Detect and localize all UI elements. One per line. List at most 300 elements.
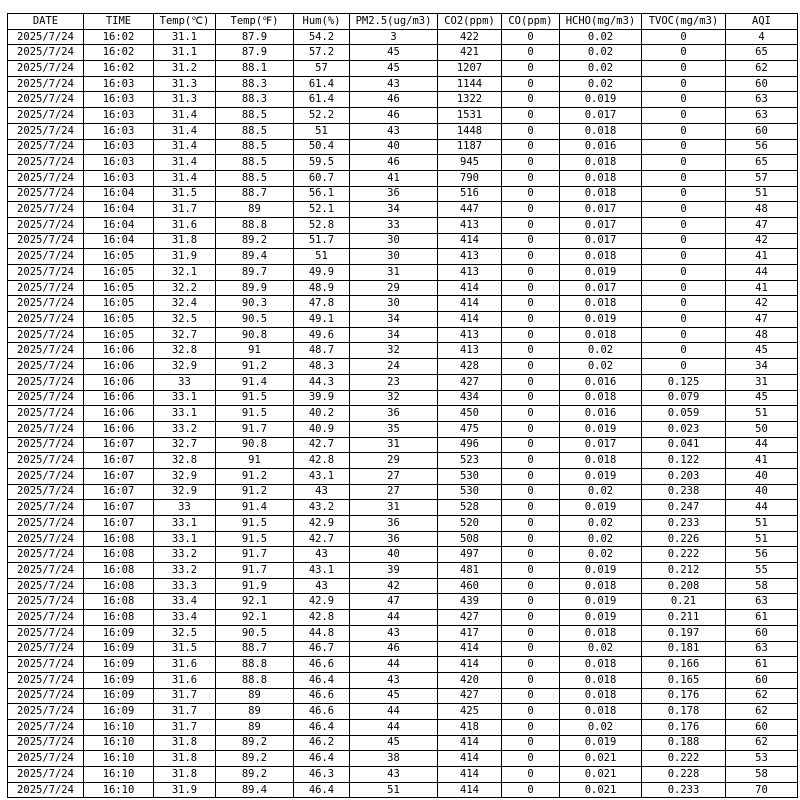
temp-f-cell: 88.5 [216, 108, 294, 124]
tvoc-cell: 0.079 [642, 390, 726, 406]
date-cell: 2025/7/24 [8, 625, 84, 641]
humidity-cell: 43 [294, 547, 350, 563]
humidity-cell: 46.6 [294, 688, 350, 704]
humidity-cell: 42.8 [294, 610, 350, 626]
temp-c-cell: 31.4 [154, 155, 216, 171]
co2-cell: 414 [438, 782, 502, 798]
date-cell: 2025/7/24 [8, 751, 84, 767]
co2-cell: 450 [438, 406, 502, 422]
humidity-cell: 42.8 [294, 453, 350, 469]
tvoc-cell: 0 [642, 92, 726, 108]
aqi-cell: 62 [726, 704, 798, 720]
aqi-cell: 60 [726, 76, 798, 92]
aqi-cell: 42 [726, 296, 798, 312]
tvoc-cell: 0 [642, 45, 726, 61]
date-cell: 2025/7/24 [8, 280, 84, 296]
co-cell: 0 [502, 186, 560, 202]
temp-c-cell: 33.1 [154, 390, 216, 406]
temp-c-cell: 31.6 [154, 657, 216, 673]
pm25-cell: 46 [350, 108, 438, 124]
temp-f-cell: 90.8 [216, 327, 294, 343]
pm25-cell: 38 [350, 751, 438, 767]
tvoc-cell: 0.176 [642, 688, 726, 704]
temp-c-cell: 31.4 [154, 123, 216, 139]
co2-cell: 414 [438, 296, 502, 312]
temp-c-cell: 32.7 [154, 437, 216, 453]
temp-c-cell: 31.7 [154, 688, 216, 704]
humidity-cell: 46.2 [294, 735, 350, 751]
col-header-hcho: HCHO(mg/m3) [560, 14, 642, 30]
pm25-cell: 40 [350, 139, 438, 155]
co2-cell: 420 [438, 672, 502, 688]
date-cell: 2025/7/24 [8, 594, 84, 610]
tvoc-cell: 0.166 [642, 657, 726, 673]
pm25-cell: 36 [350, 516, 438, 532]
co-cell: 0 [502, 327, 560, 343]
co2-cell: 497 [438, 547, 502, 563]
temp-c-cell: 33.1 [154, 516, 216, 532]
date-cell: 2025/7/24 [8, 202, 84, 218]
date-cell: 2025/7/24 [8, 374, 84, 390]
temp-c-cell: 33.4 [154, 610, 216, 626]
pm25-cell: 31 [350, 500, 438, 516]
temp-f-cell: 88.5 [216, 170, 294, 186]
co2-cell: 516 [438, 186, 502, 202]
co-cell: 0 [502, 719, 560, 735]
temp-f-cell: 89.2 [216, 767, 294, 783]
date-cell: 2025/7/24 [8, 265, 84, 281]
hcho-cell: 0.018 [560, 327, 642, 343]
table-row [8, 76, 798, 92]
tvoc-cell: 0 [642, 202, 726, 218]
table-row [8, 217, 798, 233]
tvoc-cell: 0.233 [642, 516, 726, 532]
co-cell: 0 [502, 484, 560, 500]
aqi-cell: 65 [726, 155, 798, 171]
time-cell: 16:03 [84, 139, 154, 155]
table-row [8, 374, 798, 390]
humidity-cell: 44.8 [294, 625, 350, 641]
co2-cell: 427 [438, 610, 502, 626]
humidity-cell: 43.2 [294, 500, 350, 516]
table-row [8, 782, 798, 798]
aqi-cell: 4 [726, 29, 798, 45]
table-row [8, 625, 798, 641]
table-row [8, 735, 798, 751]
co-cell: 0 [502, 578, 560, 594]
hcho-cell: 0.018 [560, 170, 642, 186]
humidity-cell: 60.7 [294, 170, 350, 186]
co2-cell: 530 [438, 484, 502, 500]
tvoc-cell: 0.122 [642, 453, 726, 469]
humidity-cell: 46.6 [294, 704, 350, 720]
temp-f-cell: 91.5 [216, 406, 294, 422]
hcho-cell: 0.02 [560, 359, 642, 375]
aqi-cell: 42 [726, 233, 798, 249]
co-cell: 0 [502, 202, 560, 218]
co2-cell: 1144 [438, 76, 502, 92]
aqi-cell: 60 [726, 719, 798, 735]
aqi-cell: 48 [726, 202, 798, 218]
hcho-cell: 0.02 [560, 61, 642, 77]
co2-cell: 414 [438, 641, 502, 657]
date-cell: 2025/7/24 [8, 500, 84, 516]
pm25-cell: 45 [350, 688, 438, 704]
temp-f-cell: 92.1 [216, 594, 294, 610]
co2-cell: 508 [438, 531, 502, 547]
table-row [8, 516, 798, 532]
temp-f-cell: 90.5 [216, 625, 294, 641]
pm25-cell: 44 [350, 719, 438, 735]
co2-cell: 427 [438, 374, 502, 390]
time-cell: 16:10 [84, 767, 154, 783]
hcho-cell: 0.018 [560, 688, 642, 704]
date-cell: 2025/7/24 [8, 312, 84, 328]
table-row [8, 280, 798, 296]
date-cell: 2025/7/24 [8, 123, 84, 139]
temp-c-cell: 31.8 [154, 735, 216, 751]
pm25-cell: 32 [350, 390, 438, 406]
tvoc-cell: 0.165 [642, 672, 726, 688]
humidity-cell: 40.2 [294, 406, 350, 422]
temp-f-cell: 91.9 [216, 578, 294, 594]
pm25-cell: 40 [350, 547, 438, 563]
temp-c-cell: 33.1 [154, 406, 216, 422]
temp-f-cell: 91.4 [216, 500, 294, 516]
co2-cell: 413 [438, 217, 502, 233]
temp-f-cell: 89.2 [216, 735, 294, 751]
hcho-cell: 0.018 [560, 296, 642, 312]
co-cell: 0 [502, 217, 560, 233]
temp-f-cell: 92.1 [216, 610, 294, 626]
date-cell: 2025/7/24 [8, 782, 84, 798]
aqi-cell: 62 [726, 688, 798, 704]
time-cell: 16:07 [84, 453, 154, 469]
pm25-cell: 46 [350, 641, 438, 657]
co-cell: 0 [502, 657, 560, 673]
temp-c-cell: 31.7 [154, 202, 216, 218]
table-row [8, 610, 798, 626]
tvoc-cell: 0.212 [642, 563, 726, 579]
humidity-cell: 42.7 [294, 531, 350, 547]
co2-cell: 434 [438, 390, 502, 406]
date-cell: 2025/7/24 [8, 233, 84, 249]
date-cell: 2025/7/24 [8, 327, 84, 343]
temp-f-cell: 87.9 [216, 29, 294, 45]
temp-c-cell: 32.5 [154, 312, 216, 328]
temp-c-cell: 31.3 [154, 76, 216, 92]
col-header-time: TIME [84, 14, 154, 30]
pm25-cell: 35 [350, 421, 438, 437]
temp-c-cell: 33.2 [154, 563, 216, 579]
pm25-cell: 51 [350, 782, 438, 798]
time-cell: 16:10 [84, 782, 154, 798]
date-cell: 2025/7/24 [8, 139, 84, 155]
tvoc-cell: 0.208 [642, 578, 726, 594]
table-row [8, 719, 798, 735]
co2-cell: 1187 [438, 139, 502, 155]
co2-cell: 475 [438, 421, 502, 437]
hcho-cell: 0.016 [560, 139, 642, 155]
pm25-cell: 31 [350, 265, 438, 281]
co2-cell: 428 [438, 359, 502, 375]
tvoc-cell: 0 [642, 249, 726, 265]
date-cell: 2025/7/24 [8, 406, 84, 422]
date-cell: 2025/7/24 [8, 76, 84, 92]
aqi-cell: 60 [726, 123, 798, 139]
hcho-cell: 0.018 [560, 704, 642, 720]
pm25-cell: 45 [350, 45, 438, 61]
tvoc-cell: 0 [642, 265, 726, 281]
time-cell: 16:08 [84, 610, 154, 626]
date-cell: 2025/7/24 [8, 672, 84, 688]
temp-f-cell: 90.8 [216, 437, 294, 453]
pm25-cell: 29 [350, 453, 438, 469]
table-row [8, 61, 798, 77]
table-row [8, 594, 798, 610]
tvoc-cell: 0 [642, 280, 726, 296]
time-cell: 16:08 [84, 578, 154, 594]
co-cell: 0 [502, 45, 560, 61]
co-cell: 0 [502, 563, 560, 579]
temp-c-cell: 32.4 [154, 296, 216, 312]
co2-cell: 414 [438, 751, 502, 767]
hcho-cell: 0.019 [560, 610, 642, 626]
date-cell: 2025/7/24 [8, 531, 84, 547]
co-cell: 0 [502, 280, 560, 296]
table-row [8, 437, 798, 453]
time-cell: 16:03 [84, 92, 154, 108]
temp-c-cell: 32.8 [154, 343, 216, 359]
humidity-cell: 49.9 [294, 265, 350, 281]
tvoc-cell: 0.176 [642, 719, 726, 735]
aqi-cell: 41 [726, 249, 798, 265]
aqi-cell: 41 [726, 280, 798, 296]
temp-f-cell: 89.4 [216, 249, 294, 265]
temp-c-cell: 33.4 [154, 594, 216, 610]
tvoc-cell: 0 [642, 108, 726, 124]
aqi-cell: 45 [726, 390, 798, 406]
hcho-cell: 0.018 [560, 123, 642, 139]
table-row [8, 767, 798, 783]
co2-cell: 460 [438, 578, 502, 594]
date-cell: 2025/7/24 [8, 45, 84, 61]
date-cell: 2025/7/24 [8, 578, 84, 594]
pm25-cell: 44 [350, 610, 438, 626]
co-cell: 0 [502, 437, 560, 453]
date-cell: 2025/7/24 [8, 657, 84, 673]
temp-f-cell: 91.7 [216, 421, 294, 437]
hcho-cell: 0.02 [560, 531, 642, 547]
time-cell: 16:03 [84, 155, 154, 171]
temp-c-cell: 31.8 [154, 767, 216, 783]
time-cell: 16:02 [84, 29, 154, 45]
co-cell: 0 [502, 170, 560, 186]
hcho-cell: 0.02 [560, 76, 642, 92]
co2-cell: 413 [438, 343, 502, 359]
aqi-cell: 63 [726, 594, 798, 610]
table-row [8, 421, 798, 437]
tvoc-cell: 0 [642, 327, 726, 343]
temp-f-cell: 89.2 [216, 751, 294, 767]
time-cell: 16:03 [84, 76, 154, 92]
temp-f-cell: 90.3 [216, 296, 294, 312]
hcho-cell: 0.016 [560, 374, 642, 390]
co-cell: 0 [502, 751, 560, 767]
aqi-cell: 55 [726, 563, 798, 579]
aqi-cell: 50 [726, 421, 798, 437]
tvoc-cell: 0.247 [642, 500, 726, 516]
date-cell: 2025/7/24 [8, 563, 84, 579]
pm25-cell: 44 [350, 704, 438, 720]
aqi-cell: 48 [726, 327, 798, 343]
aqi-cell: 63 [726, 92, 798, 108]
table-row [8, 453, 798, 469]
temp-c-cell: 31.6 [154, 672, 216, 688]
aqi-cell: 47 [726, 312, 798, 328]
temp-f-cell: 88.1 [216, 61, 294, 77]
temp-c-cell: 33.2 [154, 421, 216, 437]
hcho-cell: 0.018 [560, 155, 642, 171]
humidity-cell: 43 [294, 578, 350, 594]
temp-f-cell: 88.7 [216, 186, 294, 202]
tvoc-cell: 0.059 [642, 406, 726, 422]
pm25-cell: 36 [350, 406, 438, 422]
temp-f-cell: 91 [216, 343, 294, 359]
table-row [8, 186, 798, 202]
table-row [8, 170, 798, 186]
aqi-cell: 58 [726, 578, 798, 594]
time-cell: 16:10 [84, 719, 154, 735]
co-cell: 0 [502, 782, 560, 798]
co-cell: 0 [502, 359, 560, 375]
aqi-cell: 40 [726, 468, 798, 484]
col-header-temp-c: Temp(℃) [154, 14, 216, 30]
co2-cell: 417 [438, 625, 502, 641]
hcho-cell: 0.017 [560, 217, 642, 233]
col-header-co: CO(ppm) [502, 14, 560, 30]
tvoc-cell: 0.211 [642, 610, 726, 626]
co2-cell: 1207 [438, 61, 502, 77]
date-cell: 2025/7/24 [8, 296, 84, 312]
time-cell: 16:09 [84, 704, 154, 720]
time-cell: 16:08 [84, 563, 154, 579]
aqi-cell: 44 [726, 500, 798, 516]
date-cell: 2025/7/24 [8, 735, 84, 751]
temp-f-cell: 91.7 [216, 547, 294, 563]
humidity-cell: 56.1 [294, 186, 350, 202]
pm25-cell: 43 [350, 767, 438, 783]
co-cell: 0 [502, 421, 560, 437]
co-cell: 0 [502, 735, 560, 751]
humidity-cell: 46.4 [294, 719, 350, 735]
humidity-cell: 46.4 [294, 751, 350, 767]
aqi-cell: 70 [726, 782, 798, 798]
temp-c-cell: 32.9 [154, 484, 216, 500]
co2-cell: 414 [438, 735, 502, 751]
pm25-cell: 47 [350, 594, 438, 610]
co2-cell: 414 [438, 767, 502, 783]
date-cell: 2025/7/24 [8, 217, 84, 233]
aqi-cell: 65 [726, 45, 798, 61]
tvoc-cell: 0 [642, 312, 726, 328]
pm25-cell: 24 [350, 359, 438, 375]
table-row [8, 531, 798, 547]
temp-f-cell: 88.5 [216, 139, 294, 155]
pm25-cell: 32 [350, 343, 438, 359]
date-cell: 2025/7/24 [8, 516, 84, 532]
date-cell: 2025/7/24 [8, 610, 84, 626]
time-cell: 16:04 [84, 202, 154, 218]
tvoc-cell: 0.233 [642, 782, 726, 798]
hcho-cell: 0.018 [560, 625, 642, 641]
co-cell: 0 [502, 767, 560, 783]
humidity-cell: 46.7 [294, 641, 350, 657]
temp-c-cell: 32.1 [154, 265, 216, 281]
humidity-cell: 47.8 [294, 296, 350, 312]
co-cell: 0 [502, 625, 560, 641]
hcho-cell: 0.018 [560, 390, 642, 406]
date-cell: 2025/7/24 [8, 641, 84, 657]
co2-cell: 481 [438, 563, 502, 579]
time-cell: 16:08 [84, 547, 154, 563]
temp-f-cell: 88.8 [216, 217, 294, 233]
humidity-cell: 51 [294, 249, 350, 265]
temp-c-cell: 32.2 [154, 280, 216, 296]
time-cell: 16:06 [84, 421, 154, 437]
pm25-cell: 46 [350, 92, 438, 108]
sensor-data-table [7, 13, 798, 798]
aqi-cell: 44 [726, 265, 798, 281]
temp-f-cell: 88.3 [216, 92, 294, 108]
humidity-cell: 54.2 [294, 29, 350, 45]
time-cell: 16:04 [84, 186, 154, 202]
hcho-cell: 0.019 [560, 500, 642, 516]
aqi-cell: 34 [726, 359, 798, 375]
time-cell: 16:05 [84, 265, 154, 281]
date-cell: 2025/7/24 [8, 484, 84, 500]
temp-c-cell: 31.7 [154, 719, 216, 735]
hcho-cell: 0.02 [560, 641, 642, 657]
humidity-cell: 44.3 [294, 374, 350, 390]
tvoc-cell: 0 [642, 76, 726, 92]
table-row [8, 468, 798, 484]
col-header-date: DATE [8, 14, 84, 30]
hcho-cell: 0.019 [560, 563, 642, 579]
temp-f-cell: 88.3 [216, 76, 294, 92]
co-cell: 0 [502, 343, 560, 359]
pm25-cell: 36 [350, 186, 438, 202]
table-row [8, 751, 798, 767]
pm25-cell: 39 [350, 563, 438, 579]
temp-c-cell: 31.9 [154, 249, 216, 265]
aqi-cell: 51 [726, 186, 798, 202]
time-cell: 16:06 [84, 343, 154, 359]
co-cell: 0 [502, 406, 560, 422]
table-row [8, 139, 798, 155]
hcho-cell: 0.018 [560, 657, 642, 673]
time-cell: 16:07 [84, 484, 154, 500]
hcho-cell: 0.02 [560, 547, 642, 563]
temp-c-cell: 31.3 [154, 92, 216, 108]
header-row [8, 14, 798, 30]
co2-cell: 945 [438, 155, 502, 171]
table-row [8, 657, 798, 673]
pm25-cell: 33 [350, 217, 438, 233]
pm25-cell: 34 [350, 327, 438, 343]
time-cell: 16:09 [84, 625, 154, 641]
pm25-cell: 46 [350, 155, 438, 171]
